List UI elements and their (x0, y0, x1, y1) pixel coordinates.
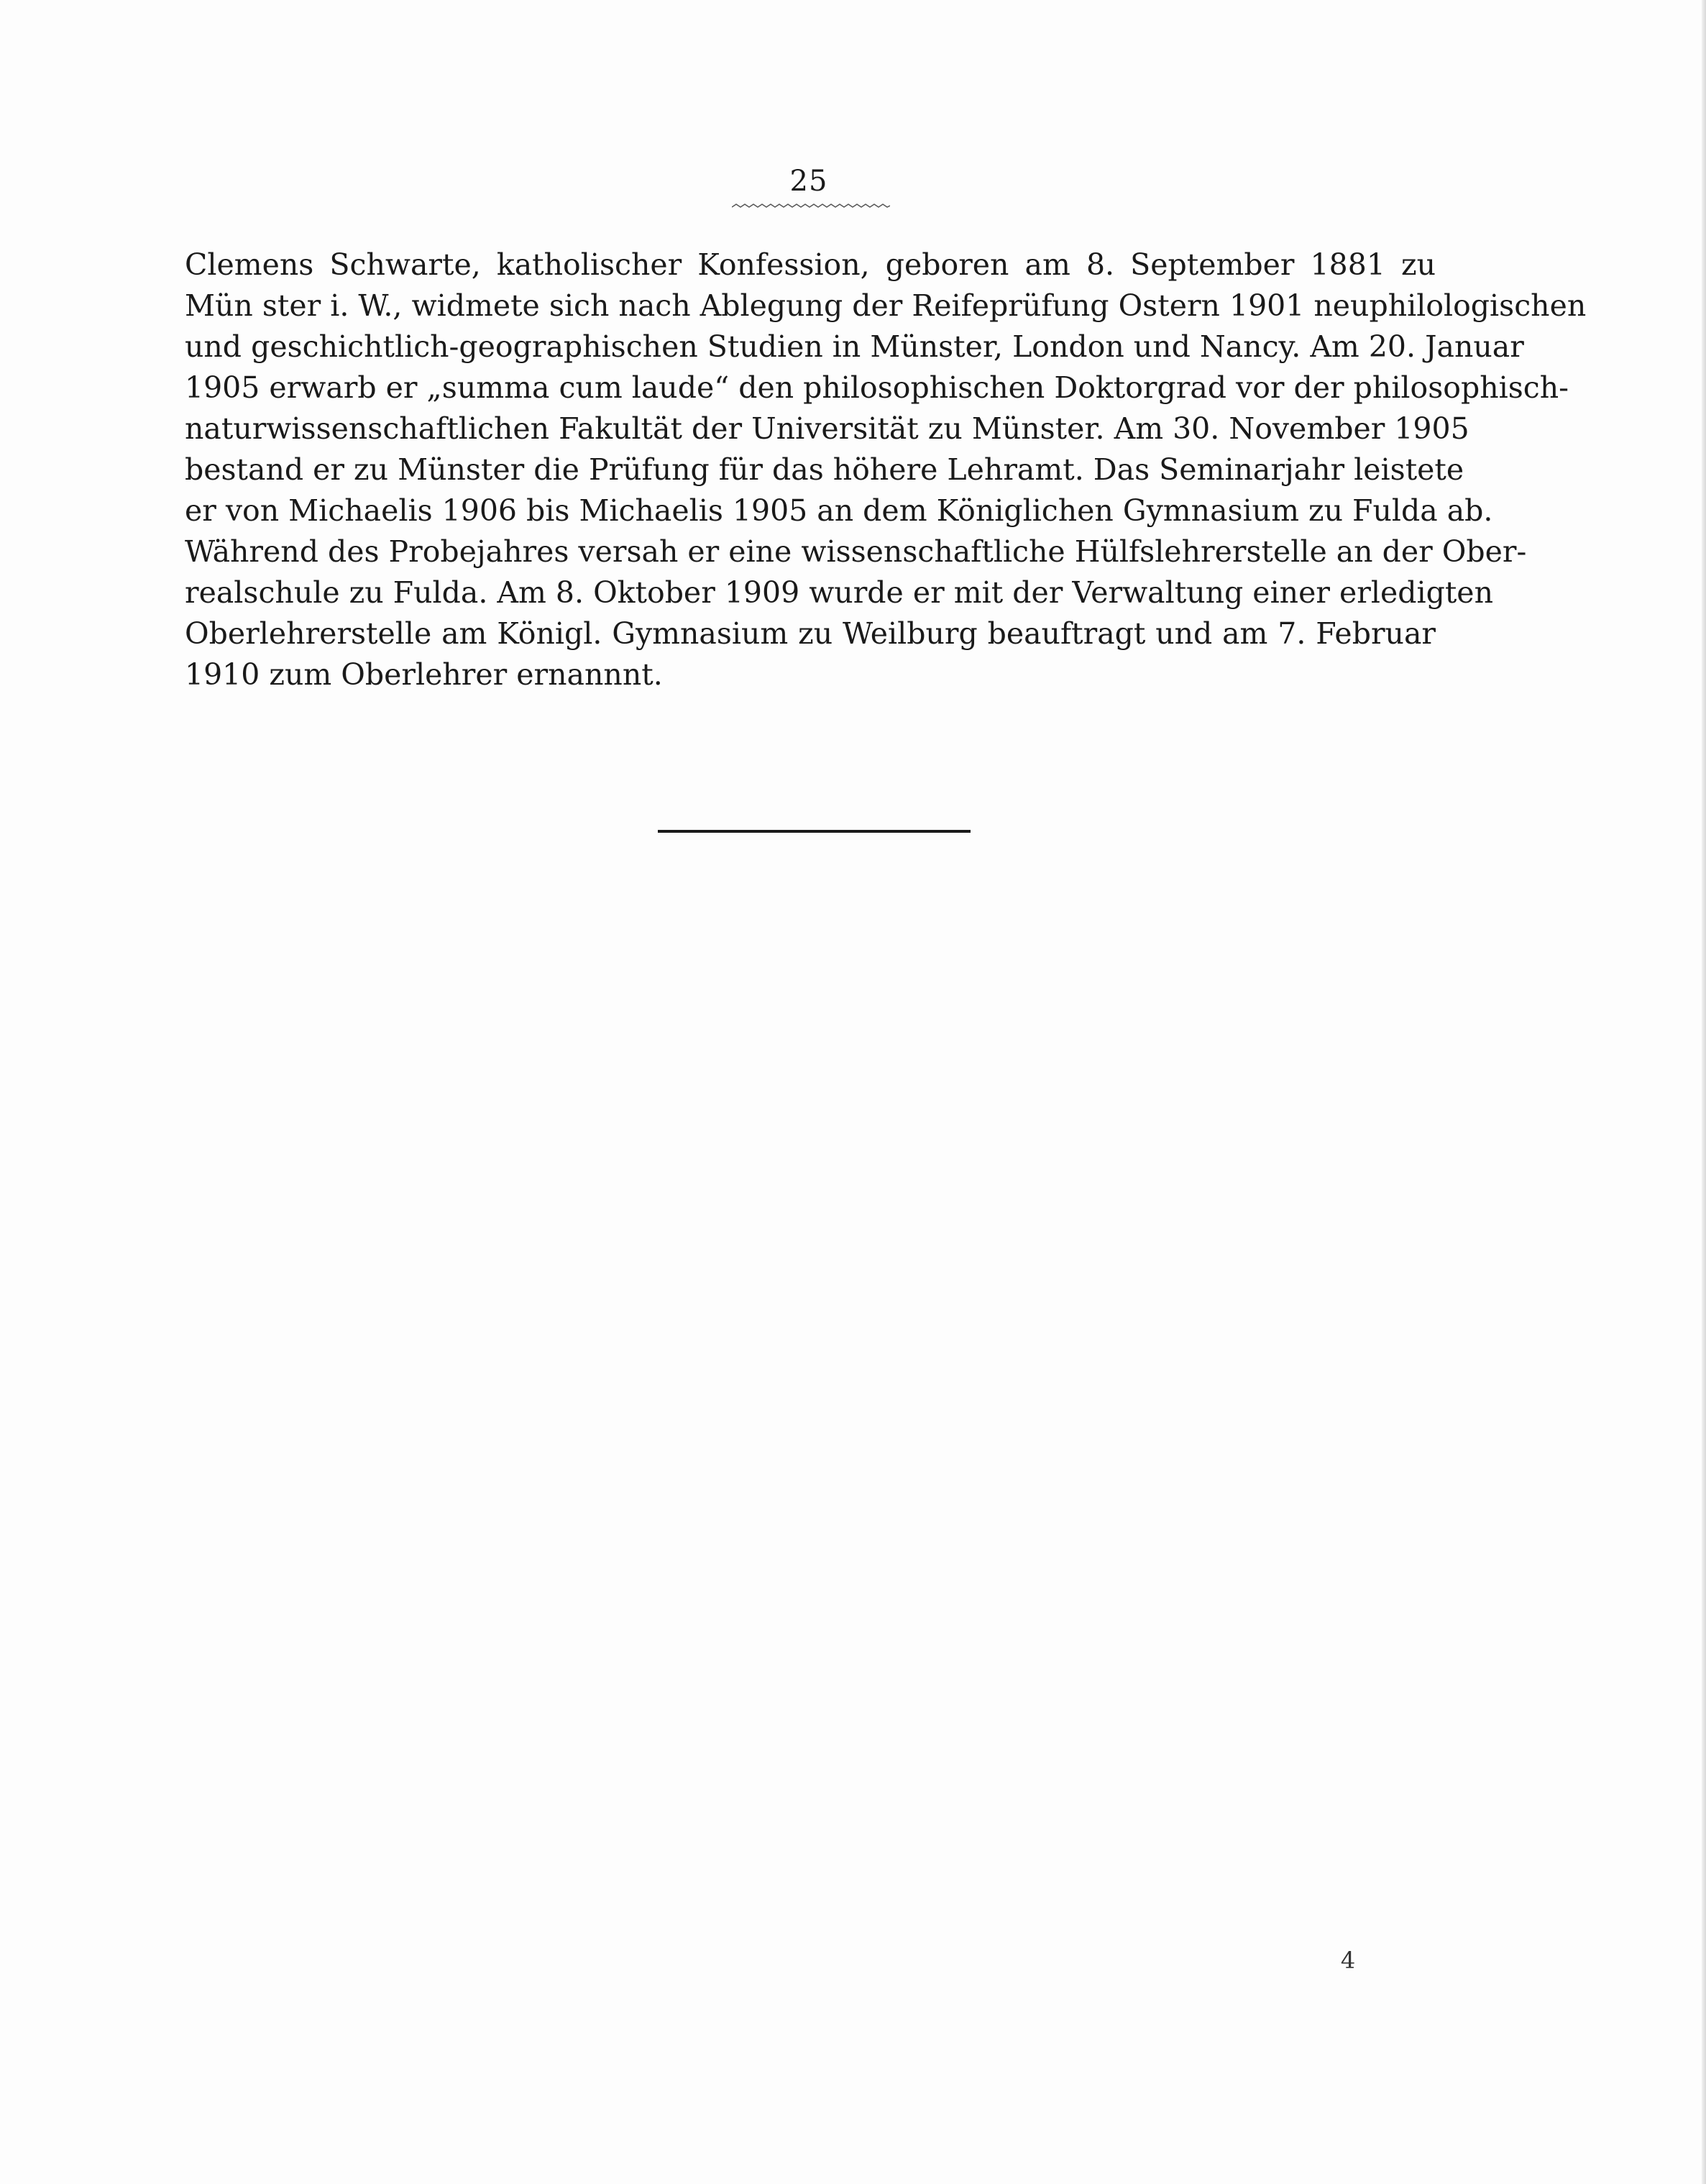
section-divider-rule (658, 830, 971, 833)
paragraph-line: und geschichtlich-geographischen Studien in Münster, London und Nancy. Am 20. Januar (185, 329, 1524, 364)
paragraph-line: realschule zu Fulda. Am 8. Oktober 1909 wurde er mit der Verwaltung einer erledigten (185, 575, 1493, 610)
paragraph-line-last: 1910 zum Oberlehrer ernannnt. (185, 657, 663, 692)
paragraph-line: er von Michaelis 1906 bis Michaelis 1905 an dem Königlichen Gymnasium zu Fulda ab. (185, 493, 1493, 528)
paragraph-line: bestand er zu Münster die Prüfung für das höhere Lehramt. Das Seminarjahr leistete (185, 452, 1464, 487)
page-edge-shadow (1702, 0, 1706, 2184)
paragraph-line: Clemens Schwarte, katholischer Konfession, geboren am 8. September 1881 zu (185, 247, 1436, 282)
paragraph-line: 1905 erwarb er „summa cum laude“ den philosophischen Doktorgrad vor der philosophisch- (185, 370, 1569, 405)
paragraph-line: Während des Probejahres versah er eine wissenschaftliche Hülfslehrerstelle an der Ober- (185, 534, 1527, 569)
paragraph-line: naturwissenschaftlichen Fakultät der Universität zu Münster. Am 30. November 1905 (185, 411, 1469, 446)
page-number: 25 (789, 165, 828, 198)
signature-mark: 4 (1340, 1947, 1356, 1974)
paragraph-line: Mün ster i. W., widmete sich nach Ablegung der Reifeprüfung Ostern 1901 neuphilologischen (185, 288, 1587, 323)
paragraph-line: Oberlehrerstelle am Königl. Gymnasium zu Weilburg beauftragt und am 7. Februar (185, 616, 1436, 651)
biography-paragraph (185, 245, 1587, 695)
page-number-ornament (732, 201, 890, 210)
